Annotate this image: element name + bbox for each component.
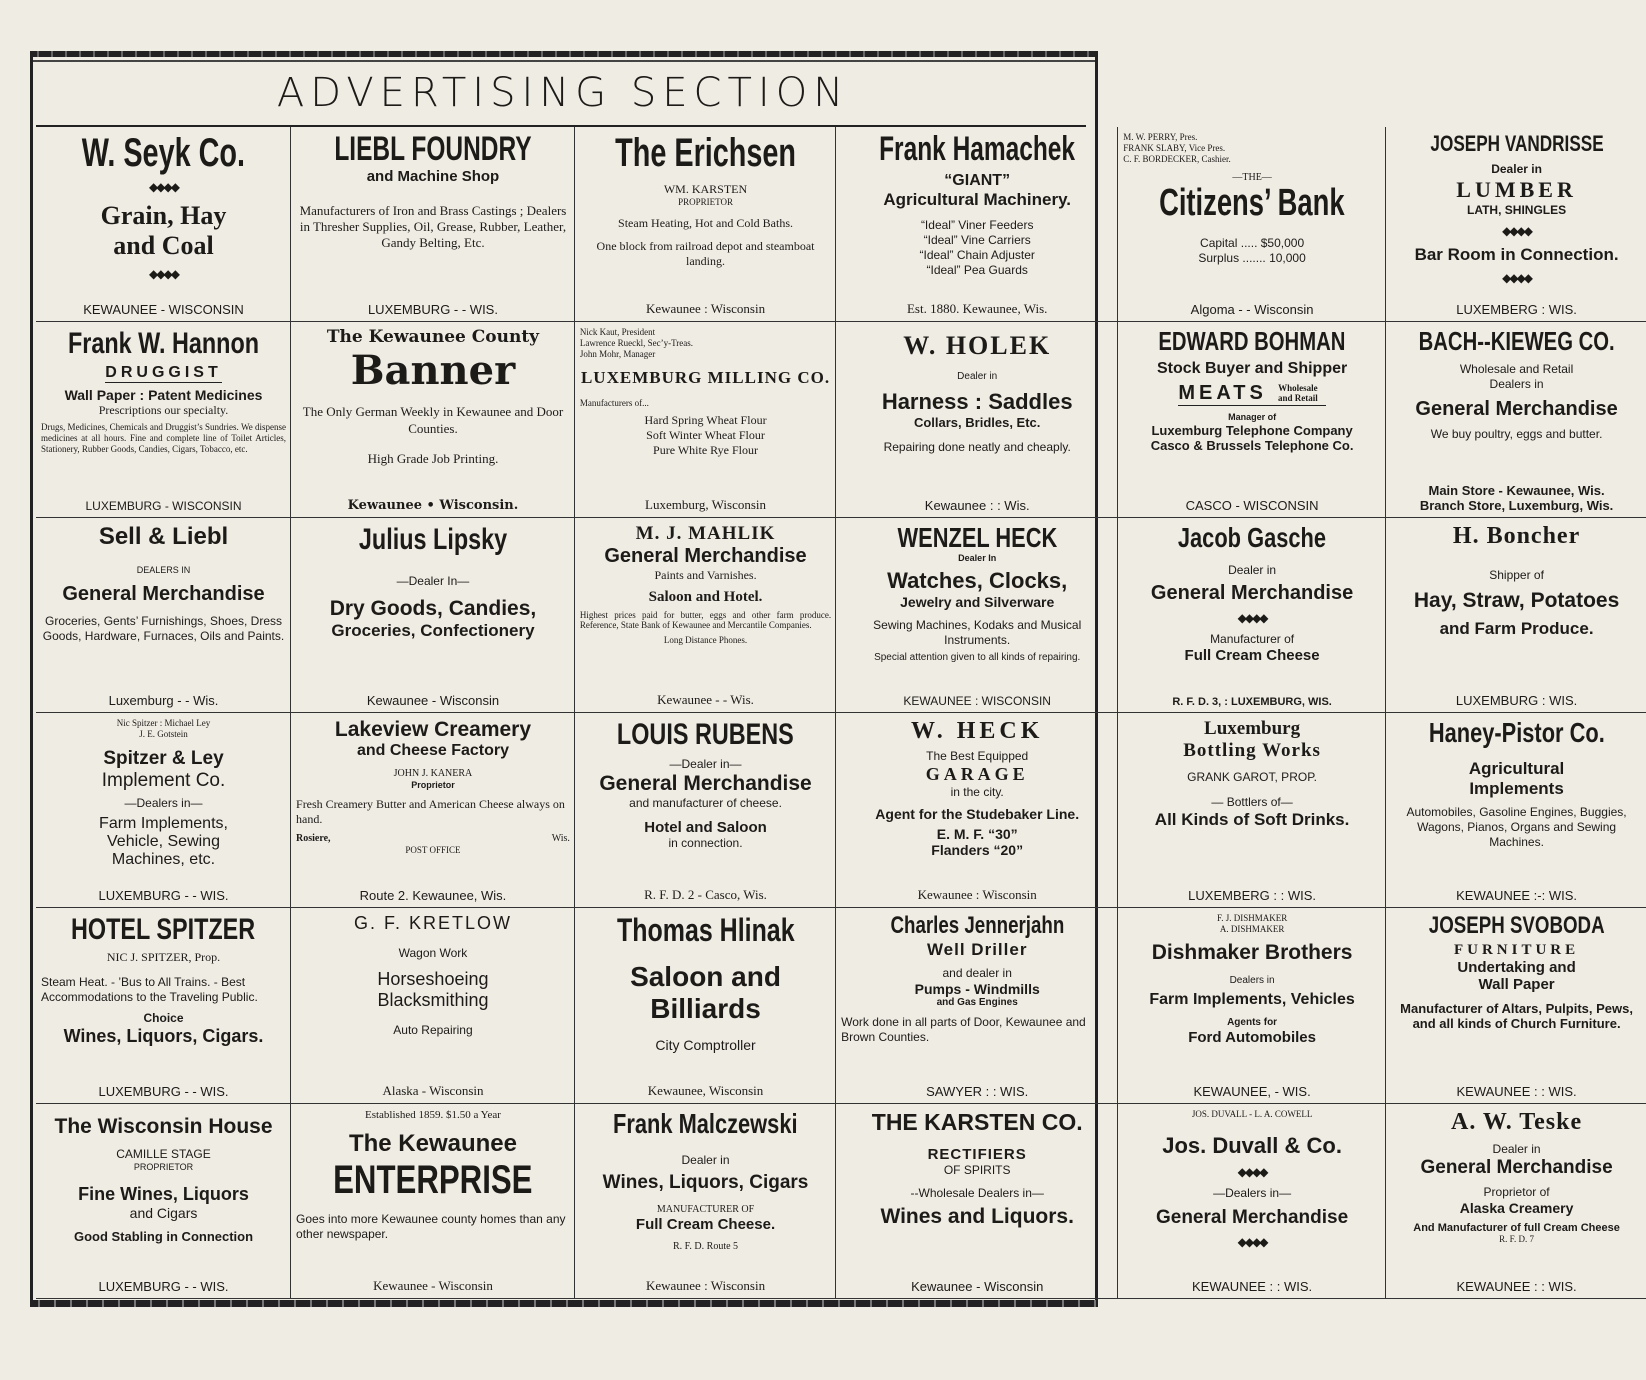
ad-name: Frank W. Hannon [67,327,260,361]
ad-frank-malczewski [575,1104,836,1299]
ad-body: Special attention given to all kinds of repairing. [874,652,1081,664]
ad-line: Groceries, Confectionery [331,620,535,640]
ad-line: Farm Implements, Vehicles [1149,990,1355,1008]
ad-product: Pure White Rye Flour [653,442,758,457]
ad-name: JOSEPH SVOBODA [1428,912,1605,940]
ad-store: Branch Store, Luxemburg, Wis. [1419,497,1614,513]
ad-footer: Kewaunee • Wisconsin. [347,497,519,513]
ad-body: Groceries, Gents’ Furnishings, Shoes, Dress Goods, Hardware, Furnaces, Oils and Paints. [42,614,285,644]
ad-line: Auto Repairing [393,1023,473,1038]
ad-role: PROPRIETOR [678,197,733,207]
ad-line: FURNITURE [1453,941,1580,958]
ad-name: Dishmaker Brothers [1151,940,1353,964]
ad-name: The Kewaunee [348,1129,517,1157]
ad-joseph-svoboda [1386,908,1646,1103]
ad-item: “Ideal” Viner Feeders [920,217,1034,232]
ad-manufacturers: Manufacturers of... [579,397,649,408]
ad-officer: Lawrence Rueckl, Sec’y-Treas. [579,338,694,349]
ad-line: Manufacturer of [1210,632,1295,647]
ad-line: Wholesale and Retail [1459,361,1574,376]
ad-line: Farm Implements, [99,814,228,832]
ad-line: Dry Goods, Candies, [329,596,537,620]
ad-name: Banner [350,347,516,395]
ad-kewaunee-enterprise [291,1104,575,1299]
ad-merchandise: General Merchandise [599,771,812,795]
ad-name: Jos. Duvall & Co. [1162,1133,1342,1159]
ad-line: Vehicle, Sewing [107,832,220,850]
ad-footer: R. F. D. 2 - Casco, Wis. [644,887,767,903]
ad-footer: LUXEMBURG - WISCONSIN [85,498,242,513]
ad-charles-jennerjahn [836,908,1118,1103]
ad-w-holek [836,322,1118,517]
ad-name: H. Boncher [1452,522,1581,549]
ad-line: Hay, Straw, Potatoes [1413,588,1620,612]
ad-subtitle: “GIANT” [944,171,1011,189]
ad-name: W. HECK [910,717,1044,744]
ad-footer: Kewaunee - Wisconsin [373,1277,493,1293]
ad-line: --Wholesale Dealers in— [910,1185,1044,1200]
ad-footer: KEWAUNEE - WISCONSIN [83,302,244,318]
ad-name: WENZEL HECK [897,521,1058,553]
ad-body: Steam Heating, Hot and Cold Baths. [618,215,794,230]
ornament: ◆◆◆◆ [1237,611,1267,626]
ad-line: Pumps - Windmills [914,980,1040,997]
ad-line: Ford Automobiles [1188,1028,1316,1046]
ad-choice: Choice [143,1011,184,1026]
ad-line: Collars, Bridles, Etc. [913,415,1041,431]
ad-name: The Erichsen [615,131,796,175]
ad-established: Established 1859. $1.50 a Year [364,1108,501,1121]
ad-name: Sell & Liebl [98,522,229,550]
ad-footer: Kewaunee - Wisconsin [911,1278,1044,1294]
ad-karsten-co [836,1104,1118,1299]
ad-name: Thomas Hlinak [616,912,795,949]
ad-line: Jewelry and Silverware [900,594,1055,611]
ad-frank-hamachek [836,127,1118,322]
ad-manager: Manager of [1228,411,1277,422]
ad-line: in connection. [668,835,743,850]
ad-name: Luxemburg [1204,717,1301,739]
ad-line: Implements [1469,778,1564,798]
ad-line: Billiards [650,992,761,1024]
ad-footer: LUXEMBURG - - WIS. [98,1083,229,1099]
ad-line: Fine Wines, Liquors [78,1184,249,1205]
ad-luxemburg-bottling [1118,713,1386,908]
ad-line: and dealer in [942,965,1012,980]
ad-the: —THE— [1232,172,1272,184]
ad-name: Spitzer & Ley [103,747,224,769]
ad-officer: M. W. PERRY, Pres. [1123,132,1198,142]
ad-line: Wines, Liquors, Cigars [602,1172,809,1194]
ad-line: and Cigars [129,1205,198,1222]
ad-name: ENTERPRISE [333,1157,533,1202]
ad-footer: Est. 1880. Kewaunee, Wis. [906,301,1048,317]
ad-mj-mahlik [575,518,836,713]
ad-line: Full Cream Cheese. [635,1216,776,1234]
ad-line: Flanders “20” [931,841,1024,858]
ad-footer: LUXEMBURG - - WIS. [367,302,498,318]
ad-line: Wines and Liquors. [880,1204,1074,1228]
ad-body: Repairing done neatly and cheaply. [883,440,1071,455]
ad-name: M. J. MAHLIK [635,522,776,544]
ad-name: The Wisconsin House [54,1114,273,1138]
ad-line: Wall Paper [1478,975,1555,993]
ad-name: A. W. Teske [1451,1108,1583,1135]
ad-w-heck [836,713,1118,908]
ad-body: Automobiles, Gasoline Engines, Buggies, Wagons, Pianos, Organs and Sewing Machines. [1406,804,1627,849]
ad-dealer: Dealer in [1491,162,1542,177]
ad-line: and manufacturer of cheese. [629,795,782,810]
ad-line: Dealers in [1489,376,1544,391]
ad-line: Machines, etc. [111,850,216,868]
ad-footer: Algoma - - Wisconsin [1190,302,1314,318]
ad-proprietor: CAMILLE STAGE [116,1146,211,1161]
ad-body: Manufacturer of Altars, Pulpits, Pews, and all kinds of Church Furniture. [1400,1000,1633,1031]
ad-rfd: R. F. D. 7 [1499,1233,1534,1244]
ad-town: Rosiere, [296,832,331,844]
ad-footer: CASCO - WISCONSIN [1185,497,1319,513]
bottom-border [30,1300,1098,1307]
ad-footer: Kewaunee - - Wis. [657,691,754,707]
ornament: ◆◆◆◆ [1502,224,1532,239]
ad-body: Manufacturers of Iron and Brass Castings ; Dealers in Thresher Supplies, Oil, Grease, Rubber, Leather, Gandy Belting, Etc. [299,202,567,251]
ad-agents: Agents for [1227,1016,1278,1028]
ad-officer: Nic Spitzer : Michael Ley [116,717,211,728]
ad-footer: KEWAUNEE : : WIS. [1192,1278,1313,1294]
ornament: ◆◆◆◆ [1502,271,1532,286]
ad-line: Saloon and Hotel. [648,588,763,605]
ad-meats: MEATS [1178,381,1267,404]
ad-body: Steam Heat. - ’Bus to All Trains. - Best Accommodations to the Traveling Public. [41,975,258,1005]
ad-officer: FRANK SLABY, Vice Pres. [1123,142,1226,153]
ad-rfd: R. F. D. Route 5 [673,1241,739,1253]
ad-body: Work done in all parts of Door, Kewaunee and Brown Counties. [841,1014,1086,1044]
ad-footer: KEWAUNEE : : WIS. [1456,1083,1577,1099]
page-title: ADVERTISING SECTION [276,70,850,116]
ad-footer: Luxemburg, Wisconsin [645,496,767,512]
ad-footer: Kewaunee, Wisconsin [647,1082,764,1098]
ad-line: Blacksmithing [377,990,489,1011]
ad-officer: Nick Kaut, President [579,327,656,338]
ad-body: Goes into more Kewaunee county homes than any other newspaper. [296,1211,566,1241]
ad-footer: LUXEMBERG : WIS. [1456,302,1577,318]
ad-subtitle: and Machine Shop [366,167,500,185]
ad-name: Implement Co. [101,769,226,791]
ad-bar: Bar Room in Connection. [1414,245,1619,265]
ad-merchandise: General Merchandise [1415,397,1618,420]
ad-officer: F. J. DISHMAKER [1216,913,1288,924]
ad-merchandise: General Merchandise [1150,582,1354,605]
ad-line: Harness : Saddles [881,389,1073,415]
ad-manufacturer: MANUFACTURER OF [656,1204,755,1216]
ad-dealers: —Dealers in— [1213,1186,1292,1201]
ad-body: Highest prices paid for butter, eggs and other farm produce. Reference, State Bank of Kewaunee and Mercantile Companies. [579,609,832,631]
ad-item: “Ideal” Pea Guards [926,262,1028,277]
ad-footer: Kewaunee : : Wis. [924,497,1030,513]
ad-name: Julius Lipsky [358,522,508,556]
ad-officer: JOS. DUVALL - L. A. COWELL [1191,1108,1313,1119]
ad-footer: LUXEMBERG : : WIS. [1188,888,1317,904]
ad-wenzel-heck [836,518,1118,713]
ad-proprietor: NIC J. SPITZER, Prop. [106,950,221,965]
ad-dealers: DEALERS IN [136,564,191,575]
ad-body: The Only German Weekly in Kewaunee and Door Counties. [302,404,564,436]
ad-lumber: LUMBER [1456,177,1577,203]
ad-luxemburg-milling [575,322,836,517]
ad-product: Hard Spring Wheat Flour [644,412,767,427]
ad-merchandise: General Merchandise [1420,1156,1613,1178]
ad-name: Jacob Gasche [1178,521,1327,553]
ad-hotel-spitzer [36,908,291,1103]
ad-dealer: Dealer in [1492,1141,1541,1156]
ad-line: Horseshoeing [377,969,489,990]
ad-subtitle: Agricultural Machinery. [883,189,1072,209]
ad-bottlers: — Bottlers of— [1211,794,1293,809]
ad-item: “Ideal” Vine Carriers [923,232,1031,247]
ad-name: JOSEPH VANDRISSE [1429,131,1604,156]
ad-dishmaker-brothers [1118,908,1386,1103]
ad-agent: Agent for the Studebaker Line. [875,805,1080,822]
ad-kewaunee-banner [291,322,575,517]
ad-line: Full Cream Cheese [1184,647,1320,665]
ad-dealer: —Dealer In— [396,573,470,588]
ad-body: One block from railroad depot and steamboat landing. [596,238,815,268]
ad-name: Lakeview Creamery [334,717,532,741]
ad-name: G. F. KRETLOW [353,913,512,934]
ad-body: High Grade Job Printing. [367,450,499,466]
ad-footer: Kewaunee : Wisconsin [917,887,1037,903]
ad-product: Soft Winter Wheat Flour [646,427,765,442]
ad-haney-pistor [1386,713,1646,908]
ad-line: Alaska Creamery [1459,1199,1574,1216]
ad-name: W. Seyk Co. [81,131,246,175]
ad-company: Luxemburg Telephone Company [1151,422,1353,438]
ad-line: Saloon and [630,960,781,992]
ad-lakeview-creamery [291,713,575,908]
ad-proprietor: WM. KARSTEN [663,182,748,196]
ad-line: Wall Paper : Patent Medicines [64,387,263,404]
ornament: ◆◆◆◆ [1237,1235,1267,1250]
ad-proprietor: GRANK GAROT, PROP. [1187,769,1317,784]
ad-wholesale: Wholesale and Retail [1277,382,1318,404]
ad-officer: John Mohr, Manager [579,348,656,359]
ad-item: “Ideal” Chain Adjuster [919,247,1035,262]
ad-officer: J. E. Gotstein [139,728,188,739]
ad-name: THE KARSTEN CO. [871,1108,1083,1135]
ad-frank-hannon [36,322,291,517]
ad-line: And Manufacturer of full Cream Cheese [1413,1221,1620,1234]
ad-subtitle: and Cheese Factory [356,741,509,759]
ad-bach-kieweg [1386,322,1646,517]
ad-line: Agricultural [1468,758,1565,778]
ad-h-boncher [1386,518,1646,713]
ad-footer: Luxemburg - - Wis. [108,692,219,708]
ad-line: Good Stabling in Connection [73,1229,254,1245]
ad-proprietor: JOHN J. KANERA [393,767,473,779]
ad-line: All Kinds of Soft Drinks. [1154,809,1350,829]
ad-gf-kretlow [291,908,575,1103]
ad-merchandise: General Merchandise [604,544,807,567]
ad-dealer: Dealer In [958,553,997,564]
ad-line: and Farm Produce. [1439,618,1594,638]
ad-name: Frank Hamachek [879,130,1076,168]
ad-role: PROPRIETOR [133,1161,194,1172]
ad-store: Main Store - Kewaunee, Wis. [1428,482,1605,498]
ad-footer: Kewaunee : Wisconsin [645,1277,766,1293]
ad-footer: R. F. D. 3, : LUXEMBURG, WIS. [1172,695,1332,708]
ad-name: Frank Malczewski [613,1107,798,1139]
ad-body: Drugs, Medicines, Chemicals and Druggist’s Sundries. We dispense medicines at all hours. Fine and complete line of Toilet Articles, Stationery, Rubber Goods, Candies, Cigars, Tobacco, etc. [41,422,287,454]
ad-name: Charles Jennerjahn [890,912,1065,940]
ad-line: OF SPIRITS [943,1162,1011,1177]
ad-dealer: —Dealer in— [669,756,742,771]
ad-erichsen [575,127,836,322]
ad-line: Paints and Varnishes. [654,567,757,582]
ad-name: Citizens’ Bank [1159,182,1345,225]
ad-post-office: POST OFFICE [405,844,461,855]
ad-grid [36,127,1633,1299]
ad-role: Proprietor [411,779,455,790]
ad-shipper: Shipper of [1489,567,1544,582]
ad-footer: SAWYER : : WIS. [926,1083,1029,1099]
ad-line: Wagon Work [398,946,468,961]
ad-name: The Kewaunee County [326,327,540,348]
ad-footer: KEWAUNEE, - WIS. [1193,1083,1311,1099]
ad-footer: Alaska - Wisconsin [382,1082,484,1098]
ad-edward-bohman [1118,322,1386,517]
ornament: ◆◆◆◆ [149,180,178,194]
ad-footer: Route 2. Kewaunee, Wis. [359,888,507,904]
ad-merchandise: General Merchandise [1155,1207,1349,1229]
ad-louis-rubens [575,713,836,908]
ad-body: Sewing Machines, Kodaks and Musical Instruments. [873,618,1082,648]
ad-aw-teske [1386,1104,1646,1299]
ad-officer: A. DISHMAKER [1219,924,1285,935]
ad-officer: C. F. BORDECKER, Cashier. [1123,153,1231,164]
ad-garage: GARAGE [925,763,1029,784]
ad-name: LUXEMBURG MILLING CO. [580,367,831,387]
ad-company: Casco & Brussels Telephone Co. [1150,437,1354,453]
ad-footer: LUXEMBURG : WIS. [1455,692,1578,708]
ornament: ◆◆◆◆ [149,267,178,281]
ad-name: Haney-Pistor Co. [1428,716,1605,748]
ad-lath: LATH, SHINGLES [1467,203,1567,218]
ad-line: E. M. F. “30” [936,825,1018,842]
ad-spitzer-ley [36,713,291,908]
ad-line: Undertaking and [1457,958,1576,976]
ad-body: We buy poultry, eggs and butter. [1430,426,1603,441]
ad-capital: Capital ..... $50,000 [1200,236,1305,251]
ad-line: RECTIFIERS [927,1145,1027,1163]
ornament: ◆◆◆◆ [1237,1165,1267,1180]
ad-footer: Kewaunee : Wisconsin [645,301,766,317]
ad-jacob-gasche [1118,518,1386,713]
ad-line: Prescriptions our specialty. [98,403,229,418]
ad-line: Wines, Liquors, Cigars. [63,1026,264,1047]
ad-dealer: Dealer in [1228,563,1277,578]
ad-phones: Long Distance Phones. [663,635,748,646]
ad-footer: KEWAUNEE : WISCONSIN [903,693,1051,708]
ad-name: W. HOLEK [903,331,1052,361]
ad-liebl-foundry [291,127,575,322]
ad-footer: LUXEMBURG - - WIS. [98,888,229,904]
ad-name: EDWARD BOHMAN [1158,326,1346,357]
ad-name: Bottling Works [1183,739,1321,761]
ad-citizens-bank [1118,127,1386,322]
ad-footer: KEWAUNEE : : WIS. [1456,1278,1577,1294]
ad-dealer: Dealer in [957,371,998,383]
ad-merchandise: General Merchandise [62,583,265,606]
ad-title: DRUGGIST [105,364,222,382]
ad-line: and Gas Engines [936,996,1018,1008]
ad-footer: LUXEMBURG - - WIS. [98,1278,229,1294]
ad-footer: Kewaunee - Wisconsin [366,692,500,708]
ad-line: City Comptroller [655,1036,756,1053]
ad-wisconsin-house [36,1104,291,1299]
ad-line: Proprietor of [1483,1184,1550,1199]
ad-dealer: Dealer in [681,1153,730,1168]
ad-line: Hotel and Saloon [644,818,767,836]
ad-w-seyk [36,127,291,322]
ad-name: BACH--KIEWEG CO. [1418,326,1615,357]
ad-state: Wis. [551,832,570,844]
ad-line: in the city. [950,784,1004,799]
ad-thomas-hlinak [575,908,836,1103]
ad-name: HOTEL SPITZER [71,913,256,947]
ad-joseph-vandrisse [1386,127,1646,322]
ad-subtitle: Stock Buyer and Shipper [1156,359,1348,377]
ad-body: Fresh Creamery Butter and American Cheese always on hand. [296,796,565,826]
ad-name: LOUIS RUBENS [617,717,794,751]
ad-julius-lipsky [291,518,575,713]
ad-line: Watches, Clocks, [887,568,1068,594]
ad-name: LIEBL FOUNDRY [334,130,532,168]
ad-surplus: Surplus ....... 10,000 [1198,251,1306,266]
ad-line: The Best Equipped [926,748,1029,763]
ad-footer: KEWAUNEE :-: WIS. [1456,888,1577,904]
ad-sell-liebl [36,518,291,713]
ad-line: and Coal [113,231,214,260]
ad-dealers: —Dealers in— [124,795,203,810]
ad-line: Well Driller [926,939,1028,959]
ad-dealers: Dealers in [1229,974,1275,986]
ad-jos-duvall [1118,1104,1386,1299]
ad-line: Grain, Hay [100,201,227,230]
